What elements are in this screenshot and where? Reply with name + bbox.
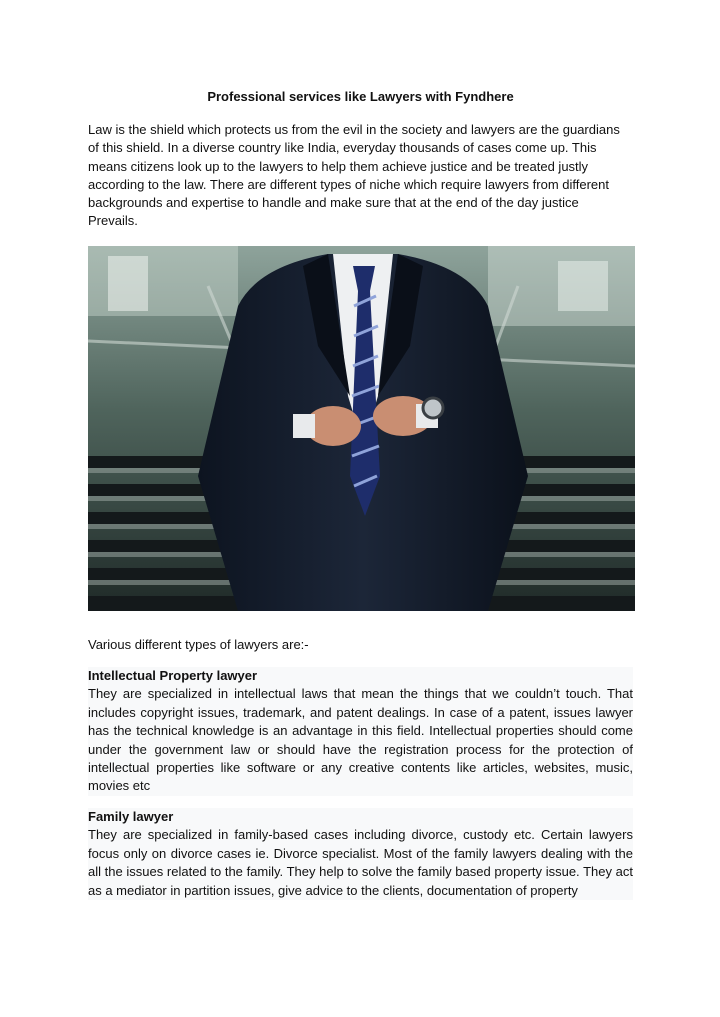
- intro-paragraph: [88, 121, 633, 231]
- intro-line: backgrounds and expertise to handle and make sure that at the end of the day justice: [88, 195, 579, 211]
- page-title: Professional services like Lawyers with Fyndhere: [207, 89, 514, 104]
- section-body: They are specialized in intellectual laws that mean the things that we couldn’t touch. That includes copyright issues, trademark, and patent dealings. In case of a patent, issues lawyer has the technical knowledge is an advantage in this field. Intellectual properties should come under the government law or should have the registration process for the protection of intellectual properties like software or any creative contents like articles, websites, music, movies etc: [88, 686, 633, 794]
- section-family-lawyer: [88, 808, 633, 900]
- lawyer-in-suit-on-stairs-photo: [88, 246, 635, 611]
- lawyer-photo: [88, 246, 635, 611]
- intro-line: according to the law. There are different types of niche which require lawyers from different: [88, 176, 609, 192]
- section-heading: Family lawyer: [88, 809, 174, 824]
- types-intro: Various different types of lawyers are:-: [88, 637, 309, 652]
- intro-line: Prevails.: [88, 213, 138, 229]
- intro-line: means citizens look up to the lawyers to help them achieve justice and be treated justly: [88, 158, 589, 174]
- section-intellectual-property: [88, 667, 633, 796]
- intro-line: of this shield. In a diverse country like India, everyday thousands of cases come up. This: [88, 140, 597, 156]
- section-heading: Intellectual Property lawyer: [88, 668, 258, 683]
- intro-line: Law is the shield which protects us from the evil in the society and lawyers are the guardians: [88, 122, 620, 137]
- section-body: They are specialized in family-based cases including divorce, custody etc. Certain lawyers focus only on divorce cases ie. Divorce specialist. Most of the family lawyers dealing with the all the issues related to the family. They help to solve the family based property issue. They act as a mediator in partition issues, give advice to the clients, documentation of property: [88, 827, 633, 898]
